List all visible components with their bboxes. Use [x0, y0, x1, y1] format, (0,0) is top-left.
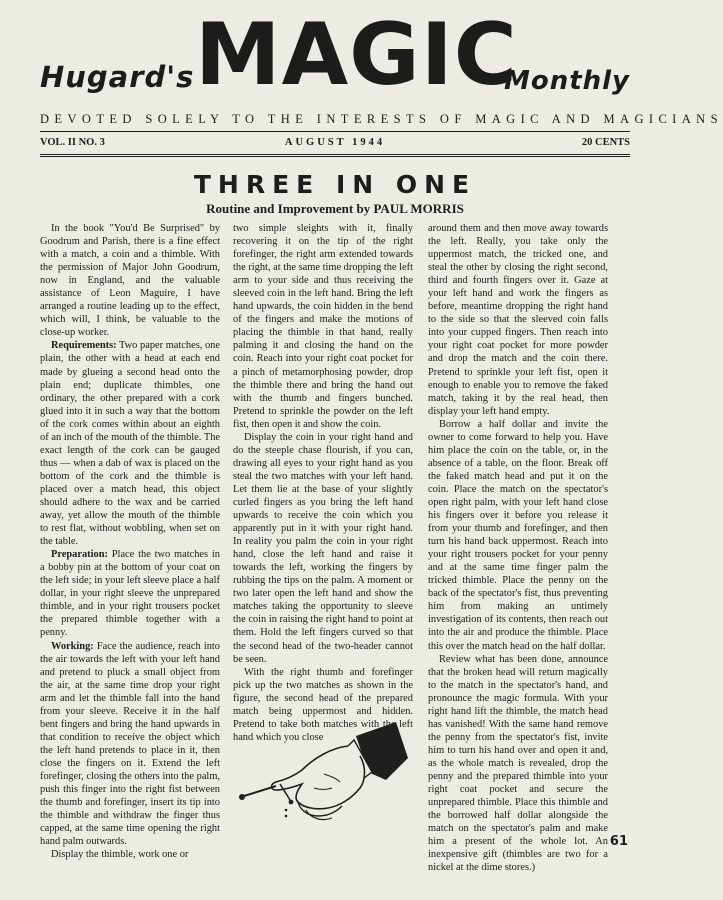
masthead — [40, 5, 630, 106]
issue-bar — [40, 137, 630, 153]
column-3 — [428, 222, 608, 874]
paragraph: Review what has been done, announce that the broken head will return magically to the match in the spectator's hand, and pronounce the magic formula. With your right hand lift the thimble, the match head has vanished! With the same hand remove the penny from the spectator's fist, invite him to turn his hand over and open it and, as the whole match is revealed, drop the penny and the prepared thimble into your right coat pocket and secure the unprepared thimble. Place this thimble and the borrowed half dollar alongside the match on the spectator's palm and make him a present of the whole lot. An inexpensive gift (thimbles are two for a nickel at the dime stores.) — [428, 653, 608, 874]
bottom-rule — [40, 154, 630, 157]
page-number: 61 — [609, 834, 628, 849]
masthead-right: Monthly — [503, 66, 630, 96]
paragraph — [40, 640, 220, 849]
issue-price: 20 CENTS — [581, 137, 630, 148]
paragraph: With the right thumb and forefinger pick up the two matches as shown in the figure, the second head of the prepared match being uppermost and hidden. Pretend to take both matches with the left hand which you close — [233, 666, 413, 743]
paragraph-body: Two paper matches, one plain, the other with a head at each end made by glueing a second head onto the plain end; duplicate thimbles, one ordinary, the other prepared with a cork glued into it in such a way that the bottom of the cork comes within about an eighth of an inch of the mouth of the thimble. The exact length of the cork can be gauged thus — when a dab of wax is placed on the bottom of the cork and the thimble is placed over a match head, this object should adhere to the wax and be carried away, yet allow the mouth of the thimble to rest flat, without wobbling, when set on the table. — [40, 340, 220, 548]
paragraph — [40, 339, 220, 548]
paragraph: In the book "You'd Be Surprised" by Goodrum and Parish, there is a fine effect with a match, a coin and a thimble. With the permission of Major John Goodrum, now in England, and the valuable assistance of Leon Maguire, I have arranged a routine leading up to the effect, which will, I think, be valuable to the close-up worker. — [40, 223, 220, 339]
issue-date: AUGUST 1944 — [284, 137, 386, 148]
hand-with-matches-illustration — [236, 718, 412, 834]
paragraph: Borrow a half dollar and invite the owner to come forward to help you. Have him place the coin on the table, or, in the absence of a table, on the floor. Break off the faked match head and put it on the coin. Place the match on the spectator's open right palm, with your left hand close his fingers over it before you release it from your thumb and forefinger, and then turn his hand back uppermost. Reach into your right trousers pocket for your penny and at the same time finger palm the tricked thimble. Place the penny on the back of the spectator's fist, thus preventing him from making an untimely investigation of its contents, then reach out into the air and produce the thimble. Place this over the match head on the half dollar. — [428, 418, 608, 652]
top-rule — [40, 131, 630, 132]
article-title: THREE IN ONE — [193, 170, 477, 199]
run-in-heading: Preparation: — [51, 549, 108, 561]
issue-volume: VOL. II NO. 3 — [40, 137, 105, 148]
run-in-heading: Requirements: — [51, 340, 117, 352]
article-subtitle: Routine and Improvement by PAUL MORRIS — [206, 201, 464, 216]
tagline: DEVOTED SOLELY TO THE INTERESTS OF MAGIC AND MAGICIANS — [40, 112, 723, 126]
paragraph: Display the thimble, work one or — [51, 849, 189, 861]
paragraph-body: Face the audience, reach into the air towards the left with your left hand and pretend to pluck a small object from the air, at the same time drop your right arm and let the thimble fall into the hand from your sleeve. Receive it in the half bent fingers and bring the hand upwards in that condition to receive the object which the left hand pretends to place in it, then close the fingers on it. Extend the left forefinger, closing the others into the palm, push this finger into the right fist between the thumb and forefinger, insert its tip into the thimble and withdraw the finger thus capped, at the same time opening the right hand palm outwards. — [40, 640, 220, 848]
paragraph: Display the coin in your right hand and do the steeple chase flourish, if you can, drawing all eyes to your right hand as you steal the two matches with your left hand. Let them lie at the base of your slightly curled fingers as you bring the left hand upwards to receive the coin which you apparently put in it with your right hand. In reality you palm the coin in your right hand, close the left hand and raise it towards the left, working the fingers by rubbing the tips on the palm. A moment or two later open the left hand and show the matches taking the opportunity to sleeve the coin in raising the right hand to point at them. Hold the left fingers curved so that the second head of the two-header cannot be seen. — [233, 431, 413, 665]
run-in-heading: Working: — [51, 640, 94, 652]
paragraph: around them and then move away towards the left. Really, you take only the uppermost match, the tricked one, and steal the other by closing the right second, third and fourth fingers over it. Gaze at your left hand and work the fingers as before, meantime dropping the right hand to the side so that the sleeved coin falls into your cupped fingers. Then reach into your right coat pocket for more powder and drop the match and the coin there. Pretend to sprinkle your left fist, open it enough to enable you to remove the faked match, taking it by the real head, then display your left hand empty. — [428, 223, 608, 417]
paragraph — [40, 548, 220, 639]
paragraph-body: Place the two matches in a bobby pin at the bottom of your coat on the left side; in your left sleeve place a half dollar, in your right sleeve the unprepared thimble, and in your right trousers pocket the prepared thimble together with a penny. — [40, 549, 220, 639]
masthead-title: MAGIC — [195, 5, 518, 105]
column-1 — [40, 222, 220, 862]
paragraph: two simple sleights with it, finally recovering it on the tip of the right forefinger, the right arm extended towards the right, at the same time dropping the left arm to your side and thus receiving the sleeved coin in the left hand. Bring the left hand upwards, the coin hidden in the bend of the fingers and make the motions of placing the thimble in that hand, really palming it and closing the hand on the coin. Reach into your right coat pocket for a pinch of metamorphosing powder, drop the thimble there and bring the hand out with the thumb and fingers bunched. Pretend to sprinkle the powder on the left fist, then open it and show the coin. — [233, 223, 413, 430]
masthead-left: Hugard's — [40, 60, 195, 94]
column-2 — [233, 222, 413, 743]
